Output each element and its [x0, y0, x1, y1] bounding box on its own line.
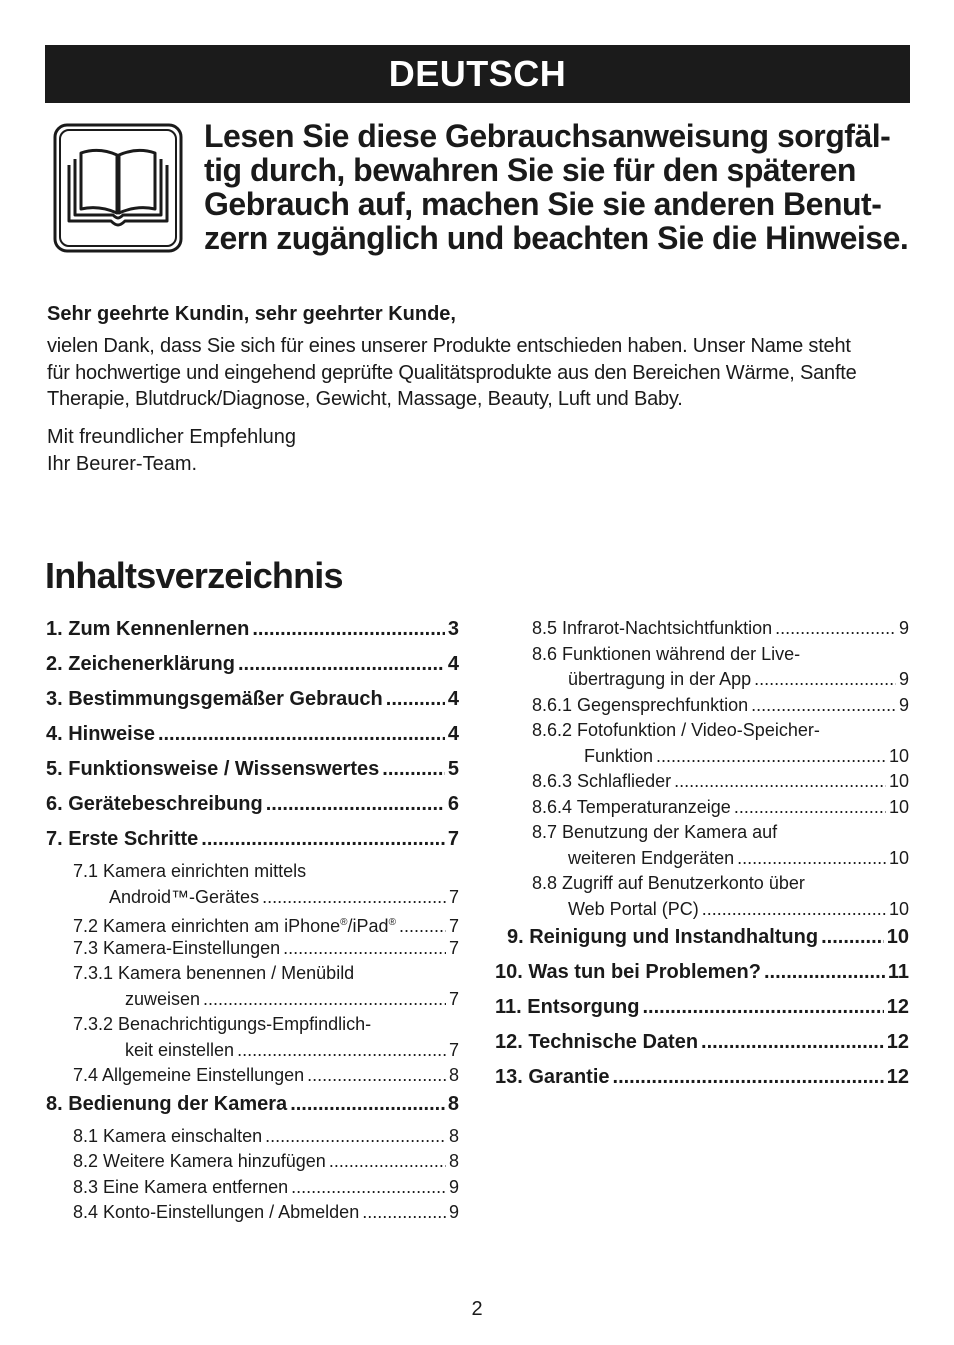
toc-dot-leader [266, 789, 445, 819]
toc-left-column [46, 614, 459, 1226]
toc-dot-leader [386, 684, 445, 714]
toc-entry-label: 8.6.1 Gegensprechfunktion [532, 694, 749, 715]
toc-entry-label-cont: weiteren Endgeräten [568, 847, 735, 868]
toc-entry-page: 12 [886, 1066, 909, 1088]
toc-dot-leader [203, 987, 446, 1013]
toc-subentry[interactable] [495, 693, 909, 719]
toc-dot-leader [382, 754, 445, 784]
toc-entry-page: 8 [448, 1151, 459, 1171]
toc-entry-page: 12 [886, 996, 909, 1018]
toc-dot-leader [362, 1200, 446, 1226]
toc-entry[interactable] [46, 614, 459, 649]
toc-entry-label: 6. Gerätebeschreibung [46, 793, 263, 815]
toc-entry-page: 10 [888, 771, 909, 791]
toc-entry-page: 6 [447, 793, 459, 815]
toc-entry-label: 8.5 Infrarot-Nachtsichtfunktion [532, 618, 773, 638]
toc-entry[interactable] [46, 719, 459, 754]
toc-dot-leader [329, 1149, 446, 1175]
toc-entry-page: 7 [448, 1039, 459, 1060]
toc-entry-page: 5 [447, 758, 459, 780]
intro-text: vielen Dank, dass Sie sich für eines unserer Produkte entschieden haben. Unser Name steht für hochwertige und eingehend geprüfte Qualitätsprodukte aus den Bereichen Wärme, Sanfte Therapie, Blutdruck/Diagnose, Gewicht, Massage, Beauty, Luft und Baby. [47, 335, 857, 410]
toc-right-column [495, 616, 909, 1097]
toc-dot-leader [642, 992, 883, 1022]
toc-subentry[interactable] [495, 642, 909, 693]
toc-dot-leader [775, 616, 896, 642]
toc-dot-leader [613, 1062, 884, 1092]
toc-entry[interactable] [46, 789, 459, 824]
toc-entry[interactable] [495, 1027, 909, 1062]
toc-entry-label: 8.6.2 Fotofunktion / Video-Speicher- [532, 720, 820, 740]
toc-subentry[interactable] [495, 718, 909, 769]
toc-entry-page: 3 [447, 618, 459, 640]
toc-dot-leader [737, 846, 886, 872]
toc-dot-leader [701, 1027, 884, 1057]
toc-entry-page: 7 [448, 916, 459, 936]
toc-entry-label: 8.8 Zugriff auf Benutzerkonto über [532, 873, 805, 893]
toc-dot-leader [754, 667, 896, 693]
toc-title: Inhaltsverzeichnis [45, 555, 343, 596]
toc-entry-label: 7.4 Allgemeine Einstellungen [73, 1065, 305, 1085]
toc-dot-leader [291, 1175, 446, 1201]
toc-subentry[interactable] [495, 616, 909, 642]
toc-subentry[interactable] [495, 871, 909, 922]
toc-entry-page: 10 [888, 898, 909, 919]
toc-entry-label: 7. Erste Schritte [46, 828, 199, 850]
toc-dot-leader [734, 795, 886, 821]
toc-subentry[interactable] [46, 1124, 459, 1150]
toc-entry[interactable] [46, 754, 459, 789]
toc-entry-label-cont: übertragung in der App [568, 669, 752, 689]
toc-entry-label: 8.2 Weitere Kamera hinzufügen [73, 1151, 326, 1171]
toc-entry[interactable] [495, 957, 909, 992]
toc-dot-leader [702, 897, 886, 923]
toc-entry-label: 8.6.3 Schlaflieder [532, 771, 672, 791]
toc-entry-page: 4 [447, 688, 459, 710]
toc-entry-label: 7.3 Kamera-Einstellungen [73, 937, 281, 958]
toc-entry-label: 8.6 Funktionen während der Live- [532, 643, 801, 664]
toc-entry-label: 7.3.2 Benachrichtigungs-Empfindlich- [73, 1014, 372, 1034]
toc-entry[interactable] [495, 992, 909, 1027]
toc-entry[interactable] [495, 922, 909, 957]
toc-dot-leader [252, 614, 445, 644]
toc-entry-label: 12. Technische Daten [495, 1031, 699, 1053]
toc-entry-label: 8.4 Konto-Einstellungen / Abmelden [73, 1202, 360, 1222]
toc-dot-leader [751, 693, 896, 719]
page-number: 2 [471, 1298, 483, 1320]
toc-entry-label: 5. Funktionsweise / Wissenswertes [46, 758, 380, 780]
headline: Lesen Sie diese Gebrauchsanweisung sorgfäl- tig durch, bewahren Sie sie für den späteren Gebrauch auf, machen Sie sie anderen Benut- zern zugänglich und beachten Sie die Hinweise. [204, 118, 909, 256]
toc-entry[interactable] [46, 649, 459, 684]
toc-subentry[interactable] [46, 1149, 459, 1175]
toc-entry-label: 1. Zum Kennenlernen [46, 618, 250, 640]
toc-entry-label: 7.1 Kamera einrichten mittels [73, 861, 307, 881]
toc-entry[interactable] [46, 1089, 459, 1124]
toc-entry-label: 13. Garantie [495, 1066, 610, 1088]
toc-entry-label: 10. Was tun bei Problemen? [495, 961, 761, 983]
toc-entry[interactable] [46, 824, 459, 859]
toc-dot-leader [307, 1063, 446, 1089]
toc-entry-page: 8 [447, 1092, 459, 1115]
language-header: DEUTSCH [45, 45, 910, 103]
toc-entry[interactable] [495, 1062, 909, 1097]
toc-entry-page: 10 [888, 847, 909, 868]
toc-entry-page: 7 [448, 886, 459, 907]
toc-dot-leader [265, 1124, 446, 1150]
toc-entry-label: 8.3 Eine Kamera entfernen [73, 1176, 289, 1197]
toc-entry-label-cont: zuweisen [125, 988, 201, 1009]
toc-entry-page: 9 [898, 694, 909, 715]
toc-subentry[interactable] [495, 795, 909, 821]
toc-dot-leader [674, 769, 886, 795]
toc-entry-page: 8 [448, 1065, 459, 1085]
toc-dot-leader [283, 936, 446, 962]
toc-dot-leader [290, 1089, 445, 1119]
toc-entry-page: 7 [448, 988, 459, 1009]
toc-dot-leader [237, 1038, 446, 1064]
toc-entry-page: 4 [447, 653, 459, 675]
toc-entry[interactable] [46, 684, 459, 719]
book-icon [53, 123, 183, 253]
toc-subentry[interactable] [46, 961, 459, 1012]
toc-dot-leader [262, 885, 446, 911]
toc-subentry[interactable] [46, 910, 459, 936]
toc-entry-label-cont: Android™-Gerätes [109, 886, 260, 907]
toc-entry-page: 9 [448, 1202, 459, 1222]
toc-entry-label: 8. Bedienung der Kamera [46, 1092, 288, 1115]
toc-subentry[interactable] [46, 1200, 459, 1226]
toc-entry-label: 9. Reinigung und Instandhaltung [507, 926, 819, 948]
toc-entry-label: 2. Zeichenerklärung [46, 653, 235, 675]
toc-entry-label: 8.7 Benutzung der Kamera auf [532, 822, 778, 842]
toc-entry-label-cont: keit einstellen [125, 1039, 235, 1060]
toc-entry-label: 7.3.1 Kamera benennen / Menübild [73, 963, 355, 983]
toc-dot-leader [158, 719, 445, 749]
toc-dot-leader [821, 922, 884, 952]
closing-text: Mit freundlicher Empfehlung Ihr Beurer-Team. [47, 426, 297, 475]
toc-entry-page: 10 [888, 745, 909, 766]
toc-entry-page: 11 [887, 961, 909, 983]
salutation: Sehr geehrte Kundin, sehr geehrter Kunde, [47, 303, 456, 325]
toc-entry-page: 8 [448, 1125, 459, 1146]
toc-entry-label: 7.2 Kamera einrichten am iPhone®/iPad® [73, 916, 396, 936]
toc-entry-page: 4 [447, 723, 459, 745]
toc-dot-leader [764, 957, 885, 987]
toc-subentry[interactable] [46, 859, 459, 910]
toc-dot-leader [201, 824, 445, 854]
toc-entry-page: 9 [898, 669, 909, 689]
toc-dot-leader [656, 744, 886, 770]
toc-entry-page: 10 [886, 926, 909, 948]
toc-entry-label: 3. Bestimmungsgemäßer Gebrauch [46, 688, 383, 710]
toc-entry-page: 9 [448, 1176, 459, 1197]
toc-entry-page: 7 [448, 937, 459, 958]
toc-entry-label-cont: Web Portal (PC) [568, 898, 699, 919]
toc-entry-label-cont: Funktion [584, 745, 654, 766]
toc-entry-page: 9 [898, 618, 909, 638]
toc-entry-label: 11. Entsorgung [495, 996, 640, 1018]
toc-entry-page: 10 [888, 796, 909, 817]
toc-subentry[interactable] [46, 1012, 459, 1063]
toc-dot-leader [238, 649, 445, 679]
toc-entry-page: 7 [447, 828, 459, 850]
toc-subentry[interactable] [46, 1175, 459, 1201]
toc-entry-label: 8.1 Kamera einschalten [73, 1125, 263, 1146]
toc-entry-label: 8.6.4 Temperaturanzeige [532, 796, 731, 817]
toc-subentry[interactable] [46, 936, 459, 962]
toc-entry-page: 12 [886, 1031, 909, 1053]
toc-subentry[interactable] [495, 769, 909, 795]
toc-subentry[interactable] [46, 1063, 459, 1089]
toc-subentry[interactable] [495, 820, 909, 871]
toc-entry-label: 4. Hinweise [46, 723, 155, 745]
